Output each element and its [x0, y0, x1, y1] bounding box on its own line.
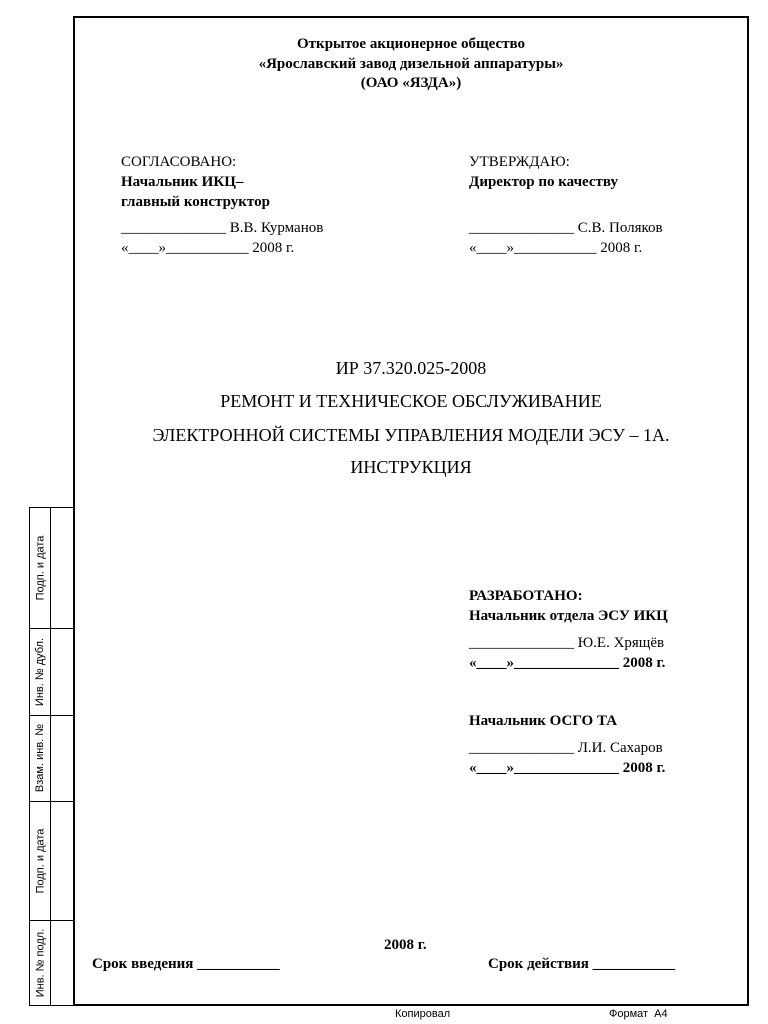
approve-position: Директор по качеству: [469, 174, 618, 190]
agreed-title: СОГЛАСОВАНО:: [121, 154, 237, 170]
issue-year: 2008 г.: [384, 937, 427, 953]
agreed-date: «____»___________ 2008 г.: [121, 240, 295, 256]
org-name: «Ярославский завод дизельной аппаратуры»: [258, 56, 564, 72]
org-short: (ОАО «ЯЗДА»): [360, 75, 462, 91]
side-stamp-table: [29, 507, 75, 1006]
approve-date: «____»___________ 2008 г.: [469, 240, 643, 256]
agreed-position-1: Начальник ИКЦ–: [121, 174, 244, 190]
developed-title: РАЗРАБОТАНО:: [469, 588, 583, 604]
approve-signature: ______________ С.В. Поляков: [469, 220, 663, 236]
format-label: Формат А4: [609, 1008, 668, 1020]
stamp-dup-no: Инв. № дубл.: [34, 637, 46, 706]
doc-title-line-3: ИНСТРУКЦИЯ: [350, 457, 472, 477]
osgo-signature: ______________ Л.И. Сахаров: [469, 740, 663, 756]
stamp-sign-date-2: Подп. и дата: [34, 828, 47, 893]
agreed-position-2: главный конструктор: [121, 194, 270, 210]
stamp-orig-no: Инв. № подл.: [34, 928, 46, 998]
approve-title: УТВЕРЖДАЮ:: [469, 154, 570, 170]
osgo-position: Начальник ОСГО ТА: [469, 713, 618, 729]
stamp-sign-date-1: Подп. и дата: [34, 535, 47, 601]
doc-code: ИР 37.320.025-2008: [335, 358, 487, 378]
doc-title-line-2: ЭЛЕКТРОННОЙ СИСТЕМЫ УПРАВЛЕНИЯ МОДЕЛИ ЭСУ – 1А.: [152, 425, 670, 445]
osgo-date: «____»______________ 2008 г.: [469, 760, 666, 776]
stamp-replace-no: Взам. инв. №: [34, 723, 46, 793]
org-type: Открытое акционерное общество: [297, 36, 525, 52]
agreed-signature: ______________ В.В. Курманов: [121, 220, 324, 236]
developed-position: Начальник отдела ЭСУ ИКЦ: [469, 608, 668, 624]
intro-date: Срок введения ___________: [92, 956, 280, 972]
copied-label: Копировал: [395, 1008, 451, 1020]
validity-date: Срок действия ___________: [488, 956, 676, 972]
developed-date: «____»______________ 2008 г.: [469, 655, 666, 671]
developed-signature: ______________ Ю.Е. Хрящёв: [469, 635, 665, 651]
doc-title-line-1: РЕМОНТ И ТЕХНИЧЕСКОЕ ОБСЛУЖИВАНИЕ: [220, 391, 602, 411]
